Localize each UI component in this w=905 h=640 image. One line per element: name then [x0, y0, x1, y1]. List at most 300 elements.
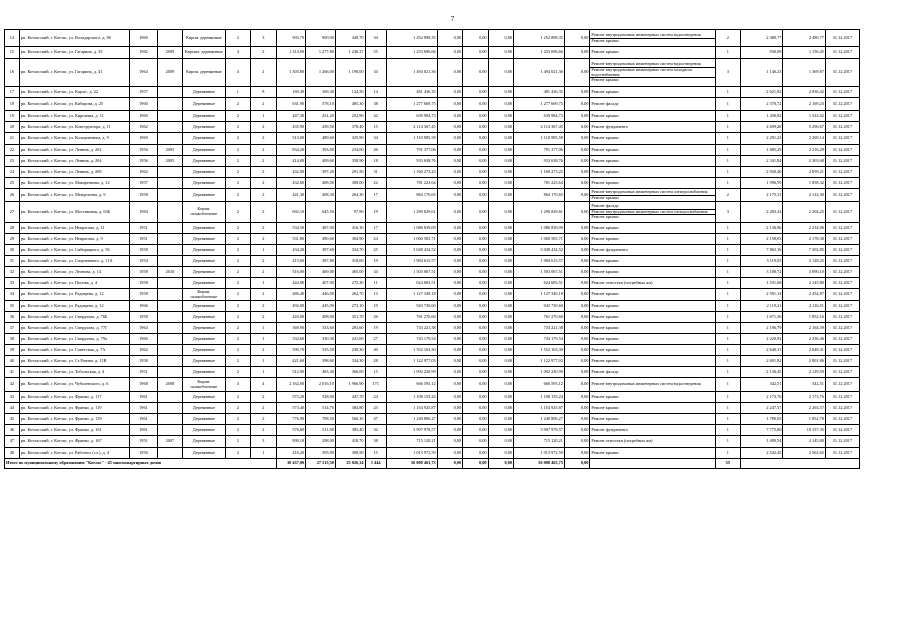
page-number: 7 [450, 15, 455, 23]
cell-other-funds: 0,00 [564, 189, 589, 202]
cell-municipal-funds: 0,00 [488, 323, 513, 334]
cell-federal-funds: 0,00 [437, 367, 462, 378]
cell-owned-area: 252,90 [335, 111, 365, 122]
cell-living-area: 431,20 [306, 111, 336, 122]
cell-residents: 38 [365, 98, 386, 111]
cell-other-funds: 0,00 [564, 87, 589, 98]
cell-owned-area: 334,70 [335, 245, 365, 256]
cell-residents: 15 [365, 367, 386, 378]
cell-total-area: 369,90 [276, 323, 306, 334]
cell-work-count: 1 [715, 245, 740, 256]
cell-work-count: 1 [715, 267, 740, 278]
cell-work-types [590, 425, 715, 436]
cell-owned-area: 485,30 [335, 98, 365, 111]
cell-federal-funds: 0,00 [437, 289, 462, 301]
cell-wall-material: Деревянные [183, 156, 225, 167]
cell-municipal-funds: 0,00 [488, 111, 513, 122]
cell-row-number: 21 [5, 133, 20, 145]
cell-floors: 2 [225, 111, 250, 122]
cell-owner-funds: 1 092 230,99 [514, 367, 565, 378]
cell-unit-cost: 930,09 [741, 47, 783, 59]
cell-work-types [590, 278, 715, 289]
cell-address: рп. Котласский, г. Котлас, ул. Свердлова, д. 79а [19, 334, 129, 345]
cell-year-built: 1962 [130, 167, 158, 178]
cell-total-area: 573,40 [276, 403, 306, 414]
cell-municipal-funds: 0,00 [488, 87, 513, 98]
cell-work-types [590, 111, 715, 122]
cell-total-area: 1 314,90 [276, 47, 306, 59]
cell-row-number: 42 [5, 378, 20, 392]
table-row [5, 30, 860, 47]
cell-year-renovated [157, 111, 182, 122]
cell-work-count: 1 [715, 156, 740, 167]
cell-owned-area: 308,00 [335, 178, 365, 189]
cell-row-number: 35 [5, 301, 20, 312]
cell-address: рп. Котласский, г. Котлас, ул. Ст.Разина, д. 11В [19, 356, 129, 367]
cell-year-built: 1951 [130, 234, 158, 245]
cell-total-cost: 1 253 696,66 [386, 47, 437, 59]
cell-owned-area: 308,50 [335, 448, 365, 459]
cell-other-funds: 0,00 [564, 111, 589, 122]
cell-municipal-funds: 0,00 [488, 256, 513, 267]
cell-total-area: 492,00 [276, 301, 306, 312]
cell-year-renovated [157, 289, 182, 301]
cell-floors: 2 [225, 133, 250, 145]
cell-other-funds: 0,00 [564, 178, 589, 189]
work-item: Ремонт крыши [591, 415, 619, 421]
cell-total-cost: 1 494 021,36 [386, 59, 437, 87]
cell-year-renovated [157, 167, 182, 178]
table-row [5, 414, 860, 425]
cell-total-other: 0,00 [564, 459, 589, 469]
cell-entrances: 2 [251, 223, 276, 234]
cell-owned-area: 447,70 [335, 392, 365, 403]
cell-owner-funds: 1 984 615,57 [514, 256, 565, 267]
cell-regional-funds: 0,00 [463, 267, 488, 278]
cell-work-types [590, 87, 715, 98]
cell-municipal-funds: 0,00 [488, 378, 513, 392]
cell-total-area: 432,00 [276, 167, 306, 178]
cell-federal-funds: 0,00 [437, 345, 462, 356]
cell-residents: 34 [365, 30, 386, 47]
cell-work-count: 1 [715, 345, 740, 356]
cell-owned-area: 325,90 [335, 133, 365, 145]
cell-living-area: 1 266,00 [306, 59, 336, 87]
cell-address: рп. Котласский, г. Котлас, ул. Рабочего (сл.), д. 4 [19, 448, 129, 459]
cell-other-funds: 0,00 [564, 47, 589, 59]
cell-owned-area: 318,00 [335, 256, 365, 267]
cell-unit-cost-limit: 1 852,16 [783, 312, 825, 323]
cell-year-built: 1964 [130, 323, 158, 334]
cell-owner-funds: 1 060 583,71 [514, 234, 565, 245]
cell-municipal-funds: 0,00 [488, 59, 513, 87]
cell-residents: 34 [365, 267, 386, 278]
cell-address: рп. Котласский, г. Котлас, ул. Франко, д. 119 [19, 403, 129, 414]
work-item: Ремонт крыши [591, 449, 619, 455]
cell-total-area: 516,00 [276, 267, 306, 278]
cell-living-area: 387,60 [306, 245, 336, 256]
cell-living-area: 408,00 [306, 178, 336, 189]
cell-work-count: 1 [715, 289, 740, 301]
cell-address: рп. Котласский, г. Котлас, ул. Некрасова, д. 11 [19, 223, 129, 234]
cell-total-owned-area: 25 026,34 [335, 459, 365, 469]
cell-year-renovated [157, 334, 182, 345]
cell-completion-date: 31.12.2017 [825, 98, 859, 111]
cell-work-count: 1 [715, 234, 740, 245]
table-row [5, 47, 860, 59]
cell-work-count: 2 [715, 30, 740, 47]
cell-entrances: 2 [251, 178, 276, 189]
cell-federal-funds: 0,00 [437, 133, 462, 145]
work-item: Ремонт крыши [591, 168, 619, 174]
cell-total-cost: 1 252 898,35 [386, 30, 437, 47]
cell-year-renovated: 2005 [157, 145, 182, 156]
table-row [5, 189, 860, 202]
cell-unit-cost: 2 247,57 [741, 403, 783, 414]
cell-living-area: 408,00 [306, 312, 336, 323]
cell-work-types [590, 403, 715, 414]
cell-owner-funds: 666 595,12 [514, 378, 565, 392]
cell-regional-funds: 0,00 [463, 133, 488, 145]
cell-municipal-funds: 0,00 [488, 189, 513, 202]
cell-federal-funds: 0,00 [437, 167, 462, 178]
cell-total-cost: 1 127 349,18 [386, 289, 437, 301]
cell-year-renovated: 2008 [157, 378, 182, 392]
cell-owned-area: 275,30 [335, 278, 365, 289]
cell-work-count: 1 [715, 145, 740, 156]
cell-regional-funds: 0,00 [463, 414, 488, 425]
cell-row-number: 36 [5, 312, 20, 323]
cell-entrances: 2 [251, 414, 276, 425]
cell-federal-funds: 0,00 [437, 234, 462, 245]
work-item: Ремонт фасада [591, 100, 619, 106]
cell-unit-cost: 1 146,23 [741, 59, 783, 87]
cell-owned-area: 97,90 [335, 202, 365, 223]
cell-address: рп. Котласский, г. Котлас, ул. Свердлова, д. 77Г [19, 323, 129, 334]
cell-total-area: 2 162,00 [276, 378, 306, 392]
cell-living-area: 483,40 [306, 367, 336, 378]
cell-unit-cost: 1 996,59 [741, 178, 783, 189]
cell-other-funds: 0,00 [564, 403, 589, 414]
cell-unit-cost-limit: 2 562,65 [783, 448, 825, 459]
cell-year-renovated [157, 301, 182, 312]
cell-year-built: 1951 [130, 367, 158, 378]
cell-federal-funds: 0,00 [437, 47, 462, 59]
cell-year-built: 1951 [130, 223, 158, 234]
cell-entrances: 1 [251, 448, 276, 459]
cell-entrances: 1 [251, 323, 276, 334]
cell-total-cost: 1 013 972,59 [386, 448, 437, 459]
cell-total-cost: 1 984 615,57 [386, 256, 437, 267]
cell-owned-area: 264,30 [335, 189, 365, 202]
cell-total-area: 169,30 [276, 87, 306, 98]
cell-unit-cost-limit: 1 858,32 [783, 178, 825, 189]
cell-total-area: 434,20 [276, 245, 306, 256]
cell-row-number: 46 [5, 425, 20, 436]
cell-year-renovated: 2007 [157, 436, 182, 448]
cell-federal-funds: 0,00 [437, 425, 462, 436]
cell-other-funds: 0,00 [564, 98, 589, 111]
cell-total-cost: 743 179,54 [386, 334, 437, 345]
cell-other-funds: 0,00 [564, 425, 589, 436]
cell-total-area: 444,90 [276, 278, 306, 289]
cell-work-types [590, 47, 715, 59]
table-row [5, 312, 860, 323]
cell-total-area: 1 303,80 [276, 59, 306, 87]
cell-residents: 19 [365, 323, 386, 334]
cell-year-renovated [157, 323, 182, 334]
cell-municipal-funds: 0,00 [488, 30, 513, 47]
cell-federal-funds: 0,00 [437, 59, 462, 87]
cell-federal-funds: 0,00 [437, 334, 462, 345]
cell-entrances: 2 [251, 145, 276, 156]
cell-total-area: 692,10 [276, 202, 306, 223]
cell-federal-funds: 0,00 [437, 414, 462, 425]
cell-regional-funds: 0,00 [463, 122, 488, 133]
cell-floors: 2 [225, 301, 250, 312]
cell-work-types [590, 367, 715, 378]
cell-entrances: 2 [251, 156, 276, 167]
cell-unit-cost: 2 291,23 [741, 133, 783, 145]
cell-entrances: 2 [251, 256, 276, 267]
cell-address: рп. Котласский, г. Котлас, ул. Некрасова, д. 9 [19, 234, 129, 245]
cell-address: рп. Котласский, г. Котлас, ул. Ленина, д. 204 [19, 156, 129, 167]
cell-row-number: 24 [5, 167, 20, 178]
cell-entrances: 2 [251, 167, 276, 178]
cell-row-number: 28 [5, 223, 20, 234]
cell-other-funds: 0,00 [564, 256, 589, 267]
cell-federal-funds: 0,00 [437, 448, 462, 459]
cell-work-types [590, 392, 715, 403]
cell-year-built: 1961 [130, 403, 158, 414]
cell-year-renovated [157, 414, 182, 425]
cell-other-funds: 0,00 [564, 202, 589, 223]
cell-wall-material: Кирпи. деревянные [183, 59, 225, 87]
cell-year-built: 1958 [130, 356, 158, 367]
table-row [5, 267, 860, 278]
cell-residents: 55 [365, 47, 386, 59]
cell-municipal-funds: 0,00 [488, 403, 513, 414]
cell-unit-cost: 1 531,68 [741, 278, 783, 289]
work-item: Ремонт фундамента [591, 123, 628, 129]
cell-address: рп. Котласский, г. Котлас, ул. Менделеева, д. 9 [19, 189, 129, 202]
cell-total-area: 334,60 [276, 334, 306, 345]
cell-living-area: 397,20 [306, 167, 336, 178]
cell-unit-cost-limit: 3 090,10 [783, 267, 825, 278]
cell-total-area: 30 437,00 [276, 459, 306, 469]
cell-living-area: 511,00 [306, 425, 336, 436]
cell-total-cost: 1 154 925,87 [386, 403, 437, 414]
cell-floors: 2 [225, 122, 250, 133]
cell-floors: 2 [225, 156, 250, 167]
cell-year-built: 1958 [130, 245, 158, 256]
cell-living-area: 445,90 [306, 301, 336, 312]
table-row [5, 334, 860, 345]
cell-work-count: 1 [715, 414, 740, 425]
cell-unit-cost-limit: 2 122,30 [783, 189, 825, 202]
cell-total-area: 416,20 [276, 448, 306, 459]
cell-row-number: 38 [5, 334, 20, 345]
cell-work-types [590, 156, 715, 167]
cell-floors: 2 [225, 448, 250, 459]
cell-total-label: Итого по муниципальному образованию "Котлас" - 45 многоквартирных домов [5, 459, 277, 469]
cell-entrances: 1 [251, 367, 276, 378]
cell-federal-funds: 0,00 [437, 301, 462, 312]
cell-floors: 1 [225, 87, 250, 98]
cell-completion-date: 31.12.2017 [825, 223, 859, 234]
cell-year-renovated [157, 98, 182, 111]
cell-total-cost: 1 086 839,09 [386, 223, 437, 234]
cell-federal-funds: 0,00 [437, 436, 462, 448]
cell-work-count: 3 [715, 59, 740, 87]
cell-living-area: 535,50 [306, 345, 336, 356]
cell-year-built: 1960 [130, 334, 158, 345]
cell-other-funds: 0,00 [564, 122, 589, 133]
table-row [5, 59, 860, 87]
cell-year-renovated [157, 245, 182, 256]
cell-municipal-funds: 0,00 [488, 202, 513, 223]
cell-address: рп. Котласский, г. Котлас, ул. Ленина, д. 202 [19, 145, 129, 156]
cell-wall-material: Деревянные [183, 356, 225, 367]
cell-total-cost: 666 595,12 [386, 378, 437, 392]
cell-work-types [590, 202, 715, 223]
work-item: Ремонт крыши [590, 38, 714, 44]
cell-owner-funds: 1 253 696,66 [514, 47, 565, 59]
cell-other-funds: 0,00 [564, 59, 589, 87]
cell-total-cost: 1 503 067,51 [386, 267, 437, 278]
cell-year-built: 1961 [130, 425, 158, 436]
cell-unit-cost: 2 591,14 [741, 289, 783, 301]
cell-total-cost: 791 377,06 [386, 145, 437, 156]
cell-address: рп. Котласский, г. Котлас, ул. Попова, д. 4 [19, 278, 129, 289]
cell-regional-funds: 0,00 [463, 289, 488, 301]
cell-total-area: 414,00 [276, 156, 306, 167]
cell-other-funds: 0,00 [564, 356, 589, 367]
cell-row-number: 31 [5, 256, 20, 267]
cell-row-number: 47 [5, 436, 20, 448]
cell-owner-funds: 1 160 273,25 [514, 167, 565, 178]
cell-entrances: 4 [251, 378, 276, 392]
cell-row-number: 43 [5, 392, 20, 403]
cell-total-cost: 761 270,60 [386, 312, 437, 323]
cell-wall-material: Деревянные [183, 111, 225, 122]
cell-year-built: 1957 [130, 178, 158, 189]
cell-residents: 19 [365, 202, 386, 223]
cell-federal-funds: 0,00 [437, 145, 462, 156]
cell-other-funds: 0,00 [564, 392, 589, 403]
cell-floors: 2 [225, 189, 250, 202]
cell-residents: 24 [365, 234, 386, 245]
cell-residents: 26 [365, 312, 386, 323]
cell-unit-cost: 1 780,05 [741, 414, 783, 425]
cell-completion-date: 31.12.2017 [825, 267, 859, 278]
cell-owner-funds: 3 907 978,57 [514, 425, 565, 436]
cell-wall-material: Деревянные [183, 167, 225, 178]
cell-owner-funds: 933 638,76 [514, 156, 565, 167]
cell-address: рп. Котласский, г. Котлас, ул. Мостиковая, д. 63Б [19, 202, 129, 223]
cell-work-types [590, 345, 715, 356]
cell-row-number: 39 [5, 345, 20, 356]
cell-work-types [590, 334, 715, 345]
cell-unit-cost-limit: 5 296,67 [783, 122, 825, 133]
cell-completion-date: 31.12.2017 [825, 289, 859, 301]
work-item: Ремонт крыши [591, 179, 619, 185]
work-item: Ремонт крыши [591, 291, 619, 297]
cell-work-count: 1 [715, 278, 740, 289]
cell-work-count: 1 [715, 223, 740, 234]
cell-regional-funds: 0,00 [463, 278, 488, 289]
cell-federal-funds: 0,00 [437, 356, 462, 367]
cell-work-types [590, 245, 715, 256]
cell-owned-area: 566,10 [335, 414, 365, 425]
cell-unit-cost-limit: 2 234,96 [783, 223, 825, 234]
work-item: Ремонт крыши [591, 157, 619, 163]
cell-floors: 2 [225, 425, 250, 436]
cell-entrances: 1 [251, 111, 276, 122]
cell-year-renovated [157, 425, 182, 436]
table-row [5, 436, 860, 448]
cell-total-area: 443,00 [276, 312, 306, 323]
cell-work-types [590, 178, 715, 189]
cell-entrances: 2 [251, 202, 276, 223]
cell-year-renovated: 2009 [157, 47, 182, 59]
cell-floors: 2 [225, 223, 250, 234]
cell-owned-area: 465,00 [335, 267, 365, 278]
cell-unit-cost: 7 863,16 [741, 245, 783, 256]
cell-residents: 34 [365, 59, 386, 87]
cell-other-funds: 0,00 [564, 414, 589, 425]
cell-row-number: 15 [5, 47, 20, 59]
cell-wall-material: Деревянные [183, 334, 225, 345]
cell-address: рп. Котласский, г. Котлас, ул. Франко, д. 161 [19, 425, 129, 436]
cell-unit-cost: 2 640,31 [741, 345, 783, 356]
cell-living-area: 1 277,80 [306, 47, 336, 59]
cell-work-types [590, 234, 715, 245]
cell-completion-date: 31.12.2017 [825, 378, 859, 392]
cell-total-cost: 1 060 583,71 [386, 234, 437, 245]
cell-living-area: 298,00 [306, 436, 336, 448]
cell-total-area: 776,90 [276, 414, 306, 425]
cell-living-area: 2 016,10 [306, 378, 336, 392]
cell-federal-funds: 0,00 [437, 202, 462, 223]
cell-work-types [590, 30, 715, 47]
cell-work-types [590, 312, 715, 323]
cell-residents: 27 [365, 334, 386, 345]
cell-total-cost: 481 436,35 [386, 87, 437, 98]
work-item: Ремонт крыши [591, 268, 619, 274]
table-row [5, 367, 860, 378]
cell-work-count: 1 [715, 301, 740, 312]
cell-residents: 23 [365, 403, 386, 414]
cell-total-area: 441,30 [276, 189, 306, 202]
cell-floors: 2 [225, 345, 250, 356]
cell-unit-cost: 2 542,45 [741, 448, 783, 459]
cell-address: рп. Котласский, г. Котлас, ул. Спортивного, д. 11А [19, 256, 129, 267]
cell-total-area: 573,20 [276, 392, 306, 403]
cell-owned-area: 262,70 [335, 289, 365, 301]
cell-regional-funds: 0,00 [463, 378, 488, 392]
cell-other-funds: 0,00 [564, 278, 589, 289]
cell-owned-area: 449,70 [335, 30, 365, 47]
cell-total-cost: 1 092 230,99 [386, 367, 437, 378]
work-item: Ремонт крыши [591, 324, 619, 330]
cell-year-built: 1960 [130, 98, 158, 111]
cell-unit-cost-limit: 2 269,14 [783, 133, 825, 145]
cell-floors: 2 [225, 356, 250, 367]
cell-owner-funds: 791 377,06 [514, 145, 565, 156]
cell-work-count: 1 [715, 167, 740, 178]
cell-wall-material: Деревянные [183, 98, 225, 111]
